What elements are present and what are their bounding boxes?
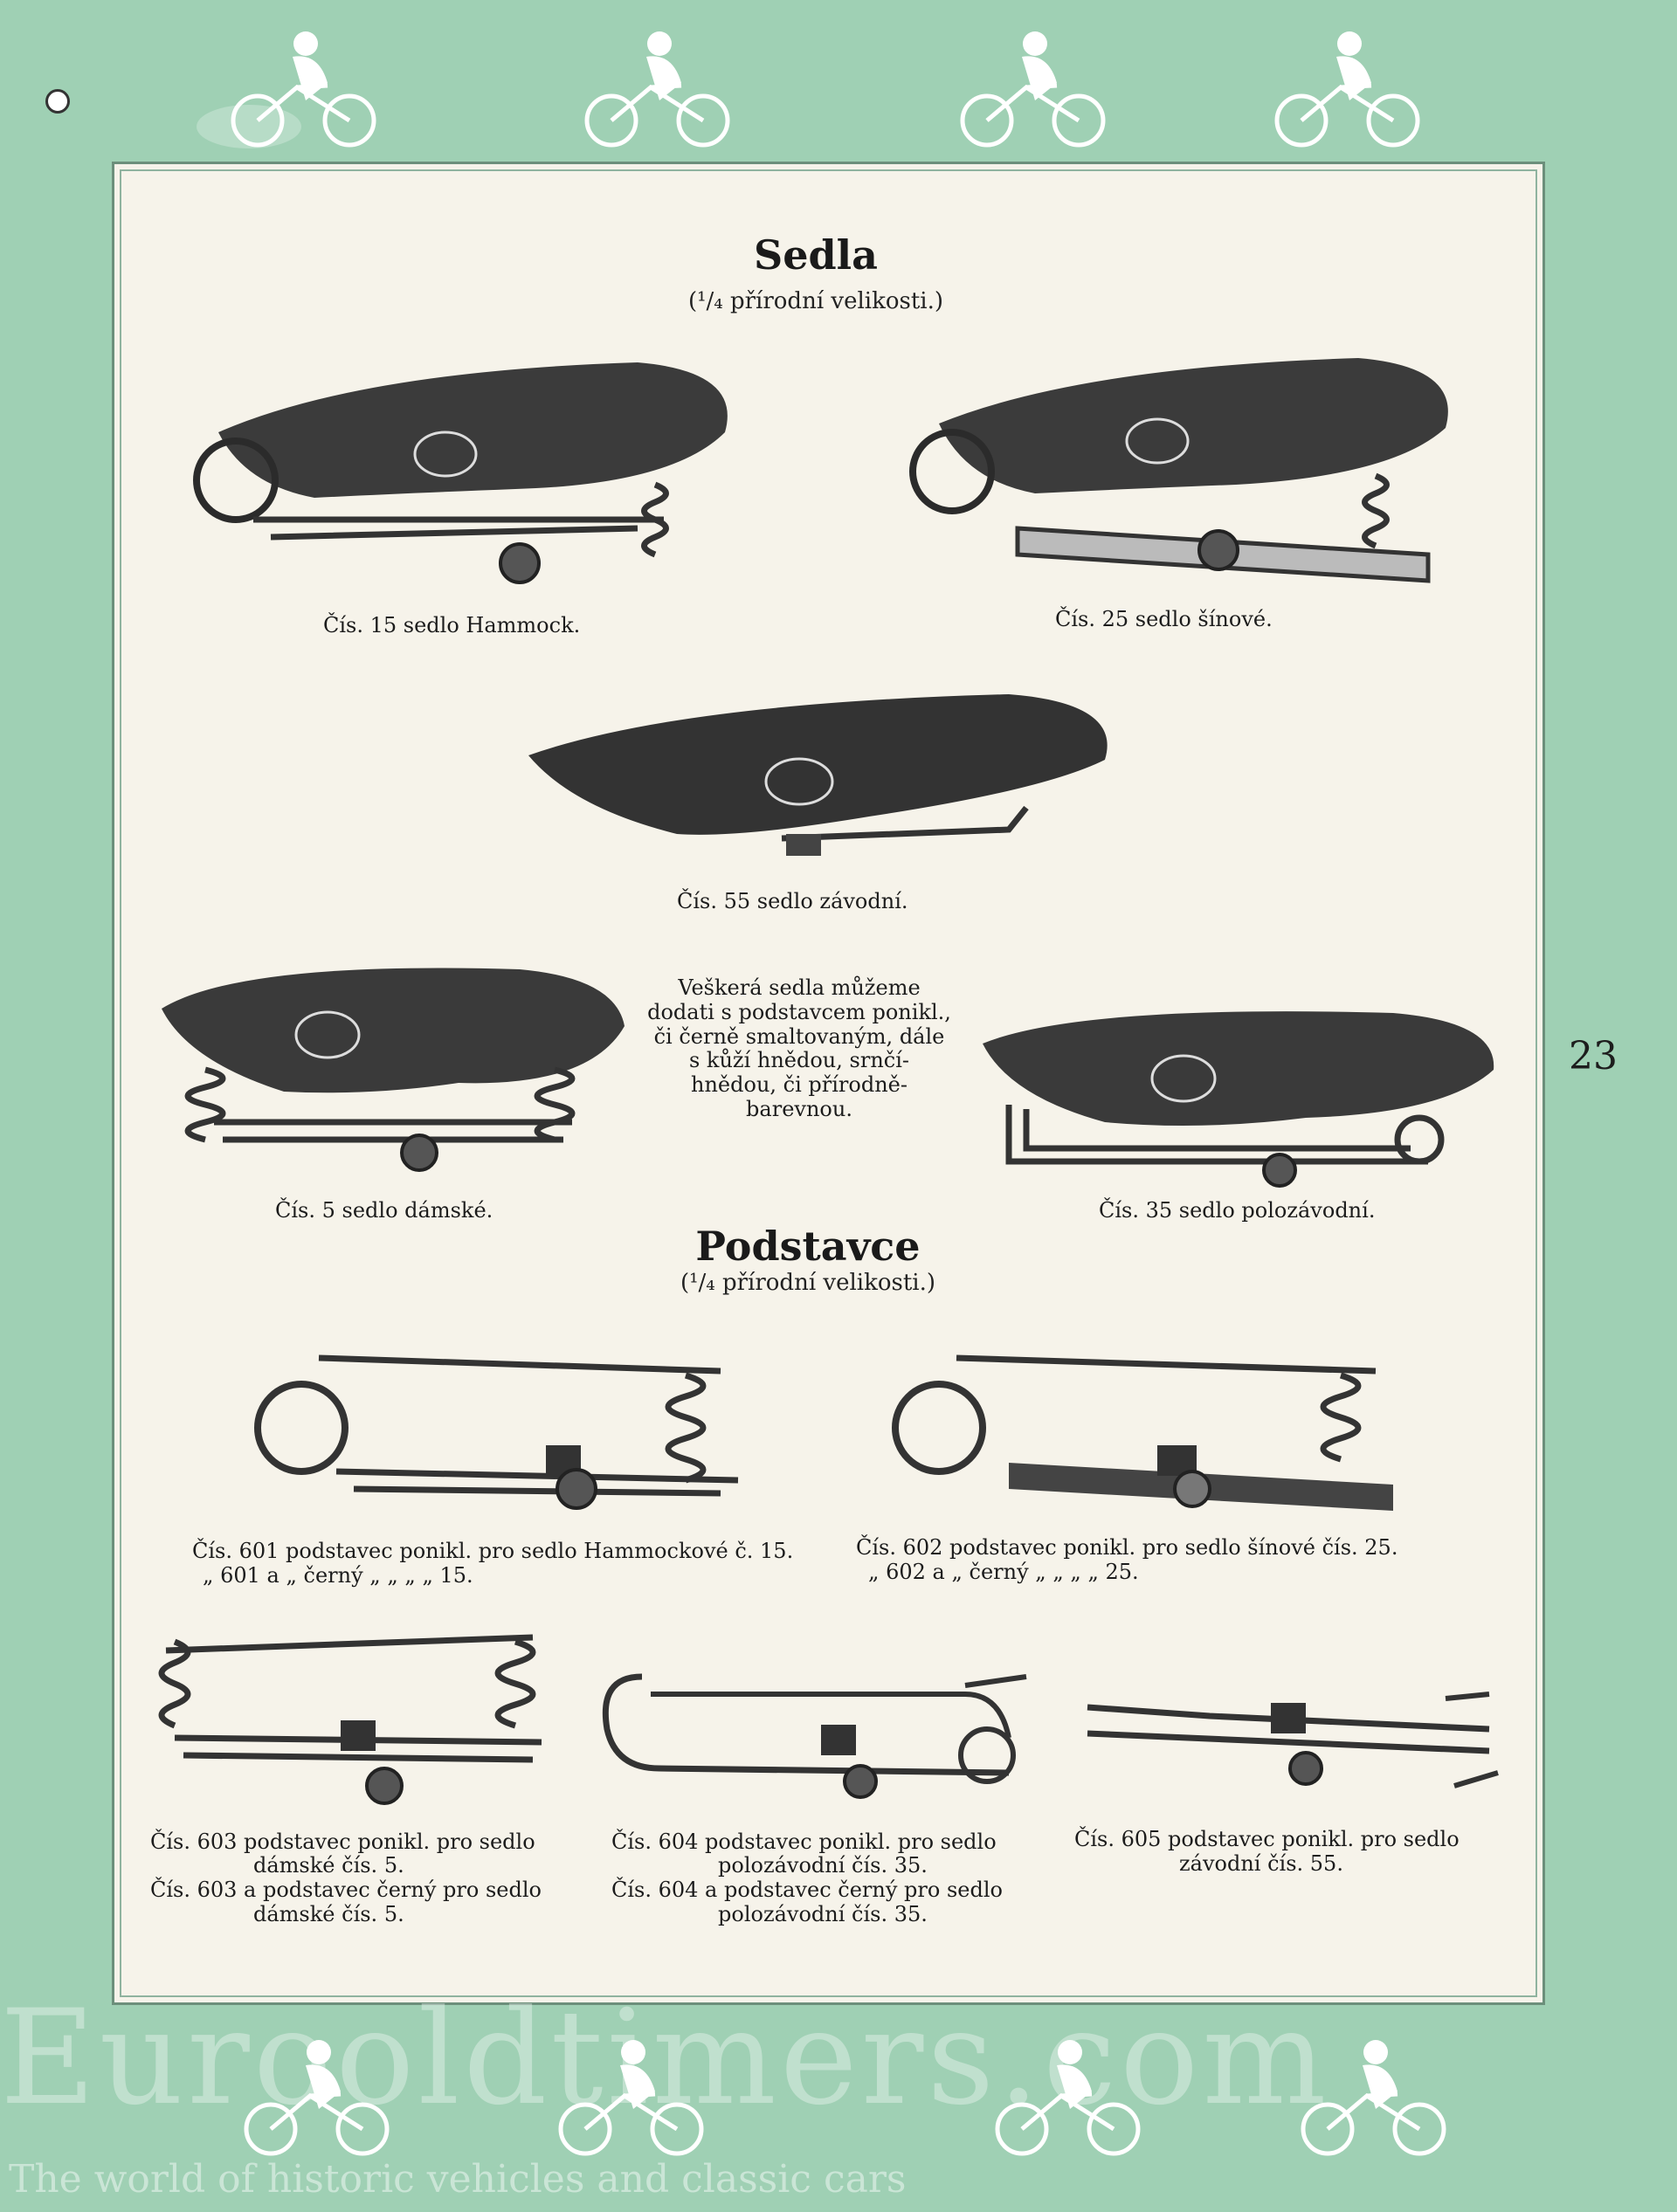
stand-604-illustration <box>590 1659 1052 1812</box>
stand-605-caption-line2: závodní čís. 55. <box>1179 1851 1343 1876</box>
saddle-15-caption: Čís. 15 sedlo Hammock. <box>323 613 581 637</box>
stand-602-illustration <box>887 1323 1419 1524</box>
stand-601-caption-line1: Čís. 601 podstavec ponikl. pro sedlo Hammockové č. 15. <box>192 1539 794 1563</box>
stand-604-caption-line2: polozávodní čís. 35. <box>718 1853 928 1878</box>
cyclist-icon <box>1240 17 1459 148</box>
saddle-5-ladies-illustration <box>153 956 625 1175</box>
saddle-5-caption: Čís. 5 sedlo dámské. <box>275 1198 493 1223</box>
stands-heading: Podstavce <box>695 1223 921 1270</box>
stand-603-caption-line1: Čís. 603 podstavec ponikl. pro sedlo <box>150 1830 535 1854</box>
saddle-15-hammock-illustration <box>183 354 742 616</box>
saddle-55-caption: Čís. 55 sedlo závodní. <box>677 889 908 913</box>
saddle-55-racing-illustration <box>520 686 1114 869</box>
saddle-25-caption: Čís. 25 sedlo šínové. <box>1055 607 1273 631</box>
stand-604-caption-line1: Čís. 604 podstavec ponikl. pro sedlo <box>611 1830 997 1854</box>
cyclist-icon <box>197 17 415 148</box>
cyclist-icon <box>926 17 1144 148</box>
stand-604-caption-line3: Čís. 604 a podstavec černý pro sedlo <box>611 1878 1003 1902</box>
saddle-35-semi-racing-illustration <box>974 1000 1498 1188</box>
binder-hole <box>45 89 70 114</box>
saddle-25-rail-illustration <box>904 354 1463 607</box>
stand-603-caption-line4: dámské čís. 5. <box>253 1902 404 1926</box>
saddles-heading: Sedla <box>754 231 878 279</box>
stand-601-illustration <box>249 1323 764 1524</box>
stand-602-caption-line2: „ 602 a „ černý „ „ „ „ 25. <box>868 1560 1139 1584</box>
page-number: 23 <box>1569 1034 1618 1078</box>
stand-601-caption-line2: „ 601 a „ černý „ „ „ „ 15. <box>203 1563 473 1588</box>
stand-605-illustration <box>1079 1690 1507 1803</box>
watermark-text: Eurooldtimers.com <box>0 1982 1330 2134</box>
stand-602-caption-line1: Čís. 602 podstavec ponikl. pro sedlo šínové čís. 25. <box>856 1535 1398 1560</box>
stand-603-caption-line3: Čís. 603 a podstavec černý pro sedlo <box>150 1878 542 1902</box>
cyclist-icon <box>550 17 769 148</box>
watermark-subtext: The world of historic vehicles and classic cars <box>9 2157 907 2202</box>
stand-604-caption-line4: polozávodní čís. 35. <box>718 1902 928 1926</box>
saddles-scale-note: (¹/₄ přírodní velikosti.) <box>687 288 944 314</box>
saddle-options-note: Veškerá sedla můžeme dodati s podstavcem ponikl., či černě smaltovaným, dále s kůží hnědou, srnčí-hnědou, či přírodně-barevnou. <box>647 975 951 1122</box>
stand-603-caption-line2: dámské čís. 5. <box>253 1853 404 1878</box>
stand-603-illustration <box>148 1624 559 1812</box>
stand-605-caption-line1: Čís. 605 podstavec ponikl. pro sedlo <box>1074 1827 1460 1851</box>
top-decorative-band <box>0 0 1677 157</box>
saddle-35-caption: Čís. 35 sedlo polozávodní. <box>1099 1198 1376 1223</box>
stands-scale-note: (¹/₄ přírodní velikosti.) <box>680 1270 936 1296</box>
